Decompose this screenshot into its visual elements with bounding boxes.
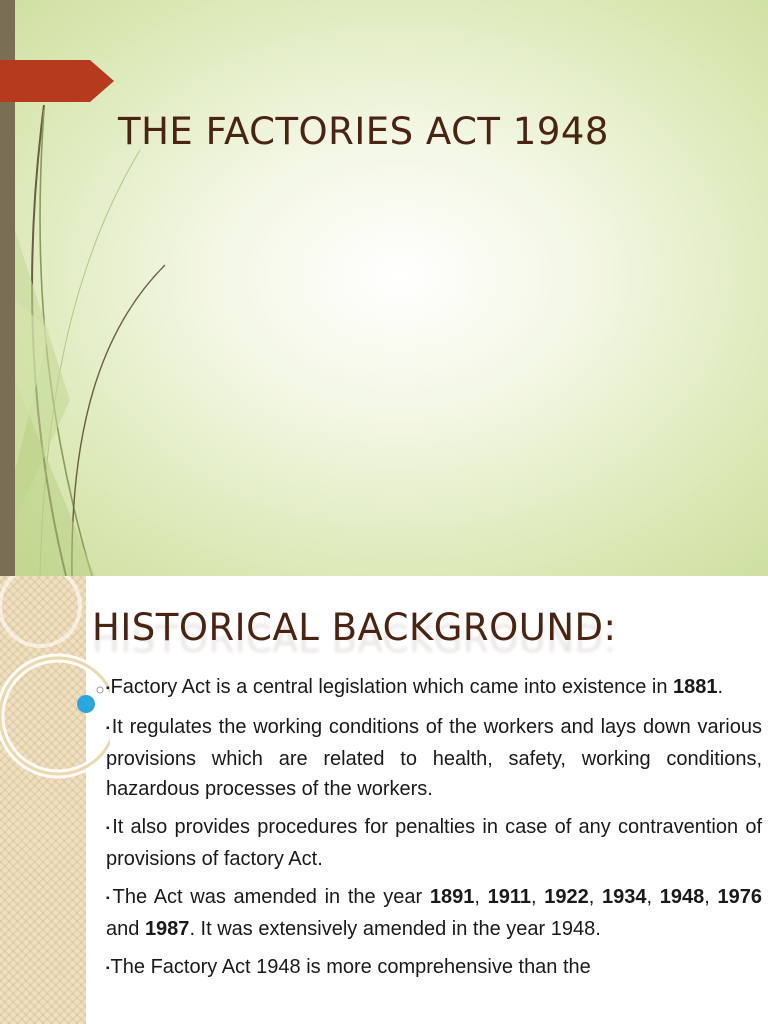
bullet-icon: ▪ — [106, 823, 112, 834]
paragraph-text: . It was extensively amended in the year 1948. — [189, 918, 601, 940]
paragraph-text: It regulates the working conditions of the workers and lays down various provisions which are related to health, safety, working conditions, hazardous processes of the workers. — [106, 716, 762, 800]
paragraph-text: The Factory Act 1948 is more comprehensive than the — [110, 956, 591, 978]
bullet-paragraph — [106, 672, 762, 704]
paragraph-text: Factory Act is a central legislation which came into existence in — [110, 676, 674, 698]
paragraph-text: and — [106, 918, 145, 940]
bold-year-text: 1976 — [717, 886, 762, 908]
paragraph-text: , — [646, 886, 660, 908]
paragraph-text: , — [588, 886, 602, 908]
bullet-icon: ▪ — [106, 723, 111, 734]
bold-year-text: 1987 — [144, 918, 190, 940]
bullet-paragraph — [106, 812, 762, 874]
bold-year-text: 1922 — [544, 886, 589, 908]
title-accent-tab — [0, 60, 114, 102]
content-slide — [0, 576, 768, 1024]
paragraph-text: It also provides procedures for penalties in case of any contravention of provisions of factory Act. — [106, 816, 762, 870]
bullet-paragraph — [106, 952, 762, 984]
paragraph-text: , — [531, 886, 545, 908]
slide-title: THE FACTORIES ACT 1948 — [118, 110, 609, 153]
bold-year-text: 1911 — [487, 886, 532, 908]
bold-year-text: 1891 — [429, 886, 475, 908]
paragraph-text: , — [704, 886, 718, 908]
bullet-icon: ▪ — [106, 683, 110, 694]
bullet-icon: ▪ — [106, 893, 112, 904]
slide-body-text — [106, 672, 762, 992]
paragraph-text: . — [717, 676, 724, 698]
bold-year-text: 1934 — [601, 886, 647, 908]
paragraph-text: , — [474, 886, 488, 908]
bold-year-text: 1948 — [659, 886, 705, 908]
slide-heading: HISTORICAL BACKGROUND: — [92, 606, 617, 649]
paragraph-text: The Act was amended in the year — [112, 886, 430, 908]
bullet-icon: ▪ — [106, 963, 110, 974]
bold-year-text: 1881 — [673, 676, 718, 698]
bullet-paragraph — [106, 882, 762, 944]
bullet-paragraph — [106, 712, 762, 804]
